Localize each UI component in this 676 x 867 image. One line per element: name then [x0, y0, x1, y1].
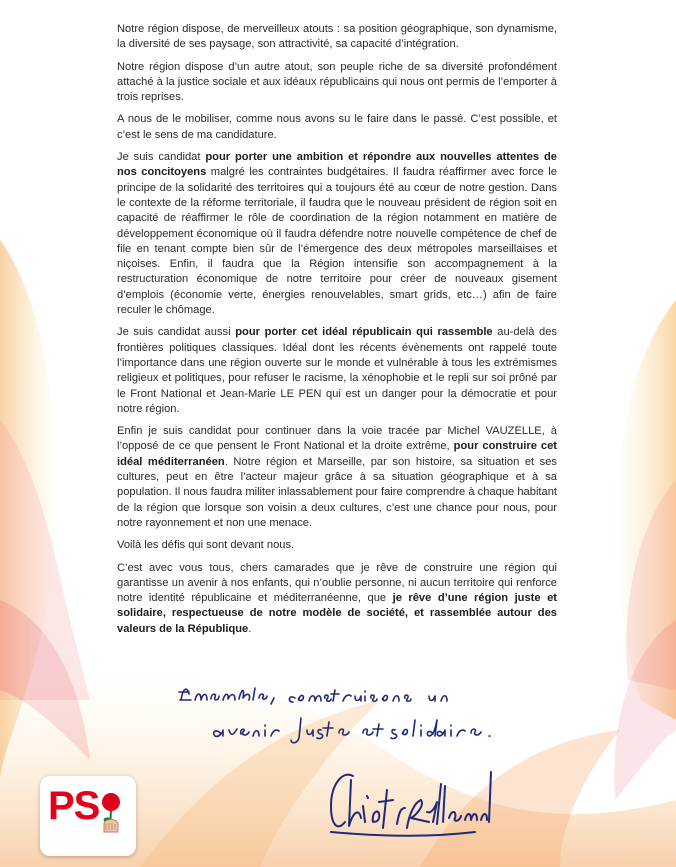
ps-logo: [40, 776, 136, 856]
letter-paragraph: [117, 22, 557, 53]
bold-text-run: pour porter cet idéal républicain qui rassemble: [235, 326, 493, 339]
bold-text-run: je rêve d’une région juste et solidaire, respectueuse de notre modèle de société, et rassemblée autour des valeurs de la République: [117, 592, 557, 635]
text-run: au-delà des frontières politiques classiques. Idéal dont les récents évènements ont rappelé toute l’importance dans une région ouverte sur le monde et vulnérable à tous les extrémismes religieux et politiques, pour refuser le racisme, la xénophobie et le repli sur soi prôné par le Front National et Jean-Marie LE PEN qui est un danger pour la démocratie et pour notre région.: [117, 326, 557, 415]
letter-paragraph: [117, 112, 557, 143]
handwriting-line-1: [179, 688, 274, 704]
text-run: Voilà les défis qui sont devant nous.: [117, 539, 295, 552]
text-run: Notre région dispose d’un autre atout, son peuple riche de sa diversité profondément attaché à la justice sociale et aux idéaux républicains qui nous ont permis de l’emporter à trois reprises.: [117, 60, 557, 104]
letter-paragraph: [117, 538, 557, 553]
text-run: malgré les contraintes budgétaires. Il faudra réaffirmer avec force le principe de la solidarité des territoires qui a toujours été au cœur de notre gestion. Dans le contexte de la réforme territoriale, il faudra que le nouveau président de région soit en capacité de réaffirmer le rôle de coordination de la région notamment en matière de développement économique où il faudra défendre notre nouvelle compétence de chef de file en tenant compte bien sûr de l’émergence des deux métropoles marseillaises et niçoises. Enfin, il faudra que la Région intensifie son accompagnement à la restructuration économique de notre territoire pour créer de nouveaux gisement d’emplois (économie verte, énergies renouvelables, smart grids, etc…) afin de faire reculer le chômage.: [117, 166, 557, 317]
letter-paragraph: [117, 60, 557, 106]
text-run: Enfin je suis candidat pour continuer dans la voie tracée par Michel VAUZELLE, à l’opposé de ce que pensent le Front National et la droite extrême,: [117, 425, 557, 453]
bold-text-run: pour construire cet idéal méditerranéen: [117, 440, 557, 468]
text-run: C’est avec vous tous, chers camarades que je rêve de construire une région qui garantisse un avenir à nos enfants, qui n’oublie personne, ni aucun territoire qui renforce notre identité républicaine et méditerranéenne, que: [117, 561, 557, 605]
handwriting-line-2: [214, 725, 279, 736]
letter-paragraph: [117, 561, 557, 637]
text-run: . Notre région et Marseille, par son histoire, sa situation et ses cultures, peut en être l’acteur majeur grâce à sa situation géographique et à sa population. Il nous faudra militer inlassablement pour faire comprendre à chaque habitant de la région que lorsque son voisin a deux cultures, c’est une chance pour nous, pour notre rayonnement et non une menace.: [117, 455, 557, 529]
fist-rose-icon: [96, 788, 126, 836]
text-run: .: [248, 622, 252, 635]
handwritten-signature-block: [175, 672, 515, 862]
text-run: Je suis candidat aussi: [117, 326, 236, 339]
ps-logo-text: PS: [48, 784, 100, 828]
letter-paragraph: [117, 325, 557, 417]
letter-paragraph: [117, 150, 557, 318]
text-run: Notre région dispose, de merveilleux atouts : sa position géographique, son dynamisme, la diversité de ses paysage, son attractivité, sa capacité d’intégration.: [117, 23, 557, 51]
letter-paragraph: [117, 424, 557, 531]
bold-text-run: pour porter une ambition et répondre aux nouvelles attentes de nos concitoyens: [117, 151, 557, 179]
text-run: A nous de le mobiliser, comme nous avons su le faire dans le passé. C’est possible, et c’est le sens de ma candidature.: [117, 113, 557, 141]
signature-mark: [331, 772, 491, 836]
text-run: Je suis candidat: [117, 151, 206, 164]
letter-body: [117, 22, 557, 644]
